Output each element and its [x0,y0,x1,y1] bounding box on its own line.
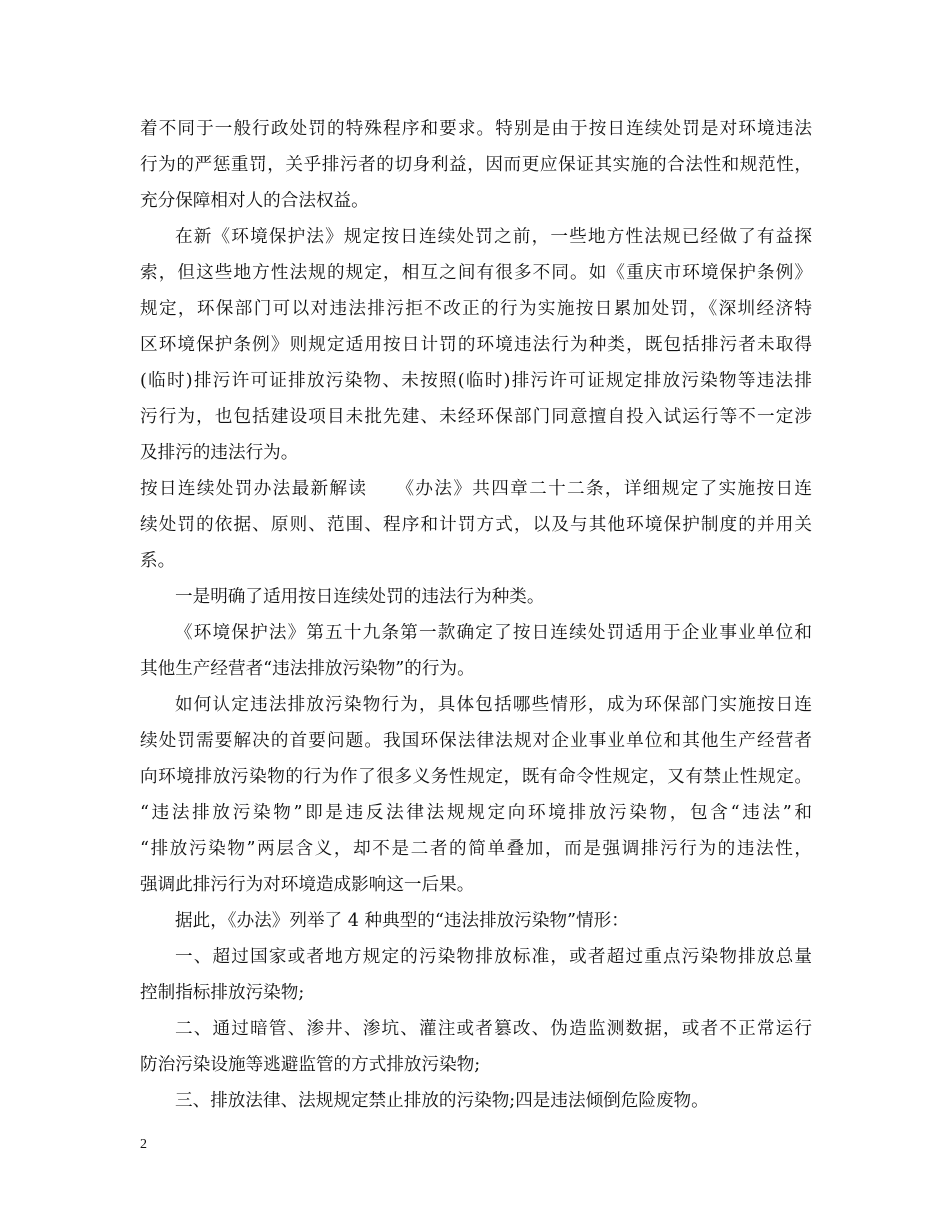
text-line: 续处罚需要解决的首要问题。我国环保法律法规对企业事业单位和其他生产经营者 [140,731,812,751]
text-line: 区环境保护条例》则规定适用按日计罚的环境违法行为种类，既包括排污者未取得 [140,335,812,355]
document-body [140,111,812,1119]
text-line: 着不同于一般行政处罚的特殊程序和要求。特别是由于按日连续处罚是对环境违法 [140,119,812,139]
text-line: 行为的严惩重罚，关乎排污者的切身利益，因而更应保证其实施的合法性和规范性， [140,155,812,175]
text-line: 规定，环保部门可以对违法排污拒不改正的行为实施按日累加处罚，《深圳经济特 [140,299,812,319]
text-line: 防治污染设施等逃避监管的方式排放污染物; [140,1055,481,1075]
text-line: 三、排放法律、法规规定禁止排放的污染物;四是违法倾倒危险废物。 [175,1091,709,1111]
text-line: 索，但这些地方性法规的规定，相互之间有很多不同。如《重庆市环境保护条例》 [140,263,812,283]
text-line: “违法排放污染物”即是违反法律法规规定向环境排放污染物，包含“违法”和 [140,803,812,823]
text-line: 充分保障相对人的合法权益。 [140,191,369,211]
text-line: 强调此排污行为对环境造成影响这一后果。 [140,875,475,895]
text-line: 续处罚的依据、原则、范围、程序和计罚方式，以及与其他环境保护制度的并用关 [140,515,812,535]
text-line: 按日连续处罚办法最新解读 《办法》共四章二十二条，详细规定了实施按日连 [140,479,812,499]
text-line: 据此，《办法》列举了 4 种典型的“违法排放污染物”情形： [175,911,629,931]
text-line: 如何认定违法排放污染物行为，具体包括哪些情形，成为环保部门实施按日连 [175,695,812,715]
text-line: 在新《环境保护法》规定按日连续处罚之前，一些地方性法规已经做了有益探 [175,227,812,247]
text-line: 一是明确了适用按日连续处罚的违法行为种类。 [175,587,545,607]
text-line: 控制指标排放污染物; [140,983,305,1003]
text-line: 系。 [140,551,176,571]
text-line: 一、超过国家或者地方规定的污染物排放标准，或者超过重点污染物排放总量 [175,947,812,967]
text-line: 向环境排放污染物的行为作了很多义务性规定，既有命令性规定，又有禁止性规定。 [140,767,812,787]
page-number: 2 [140,1137,147,1152]
text-line: 污行为，也包括建设项目未批先建、未经环保部门同意擅自投入试运行等不一定涉 [140,407,812,427]
text-line: (临时)排污许可证排放污染物、未按照(临时)排污许可证规定排放污染物等违法排 [140,371,812,391]
text-line: 其他生产经营者“违法排放污染物”的行为。 [140,659,475,679]
text-line: 及排污的违法行为。 [140,443,299,463]
text-line: “排放污染物”两层含义，却不是二者的简单叠加，而是强调排污行为的违法性， [140,839,812,859]
text-line: 《环境保护法》第五十九条第一款确定了按日连续处罚适用于企业事业单位和 [175,623,812,643]
text-line: 二、通过暗管、渗井、渗坑、灌注或者篡改、伪造监测数据，或者不正常运行 [175,1019,812,1039]
